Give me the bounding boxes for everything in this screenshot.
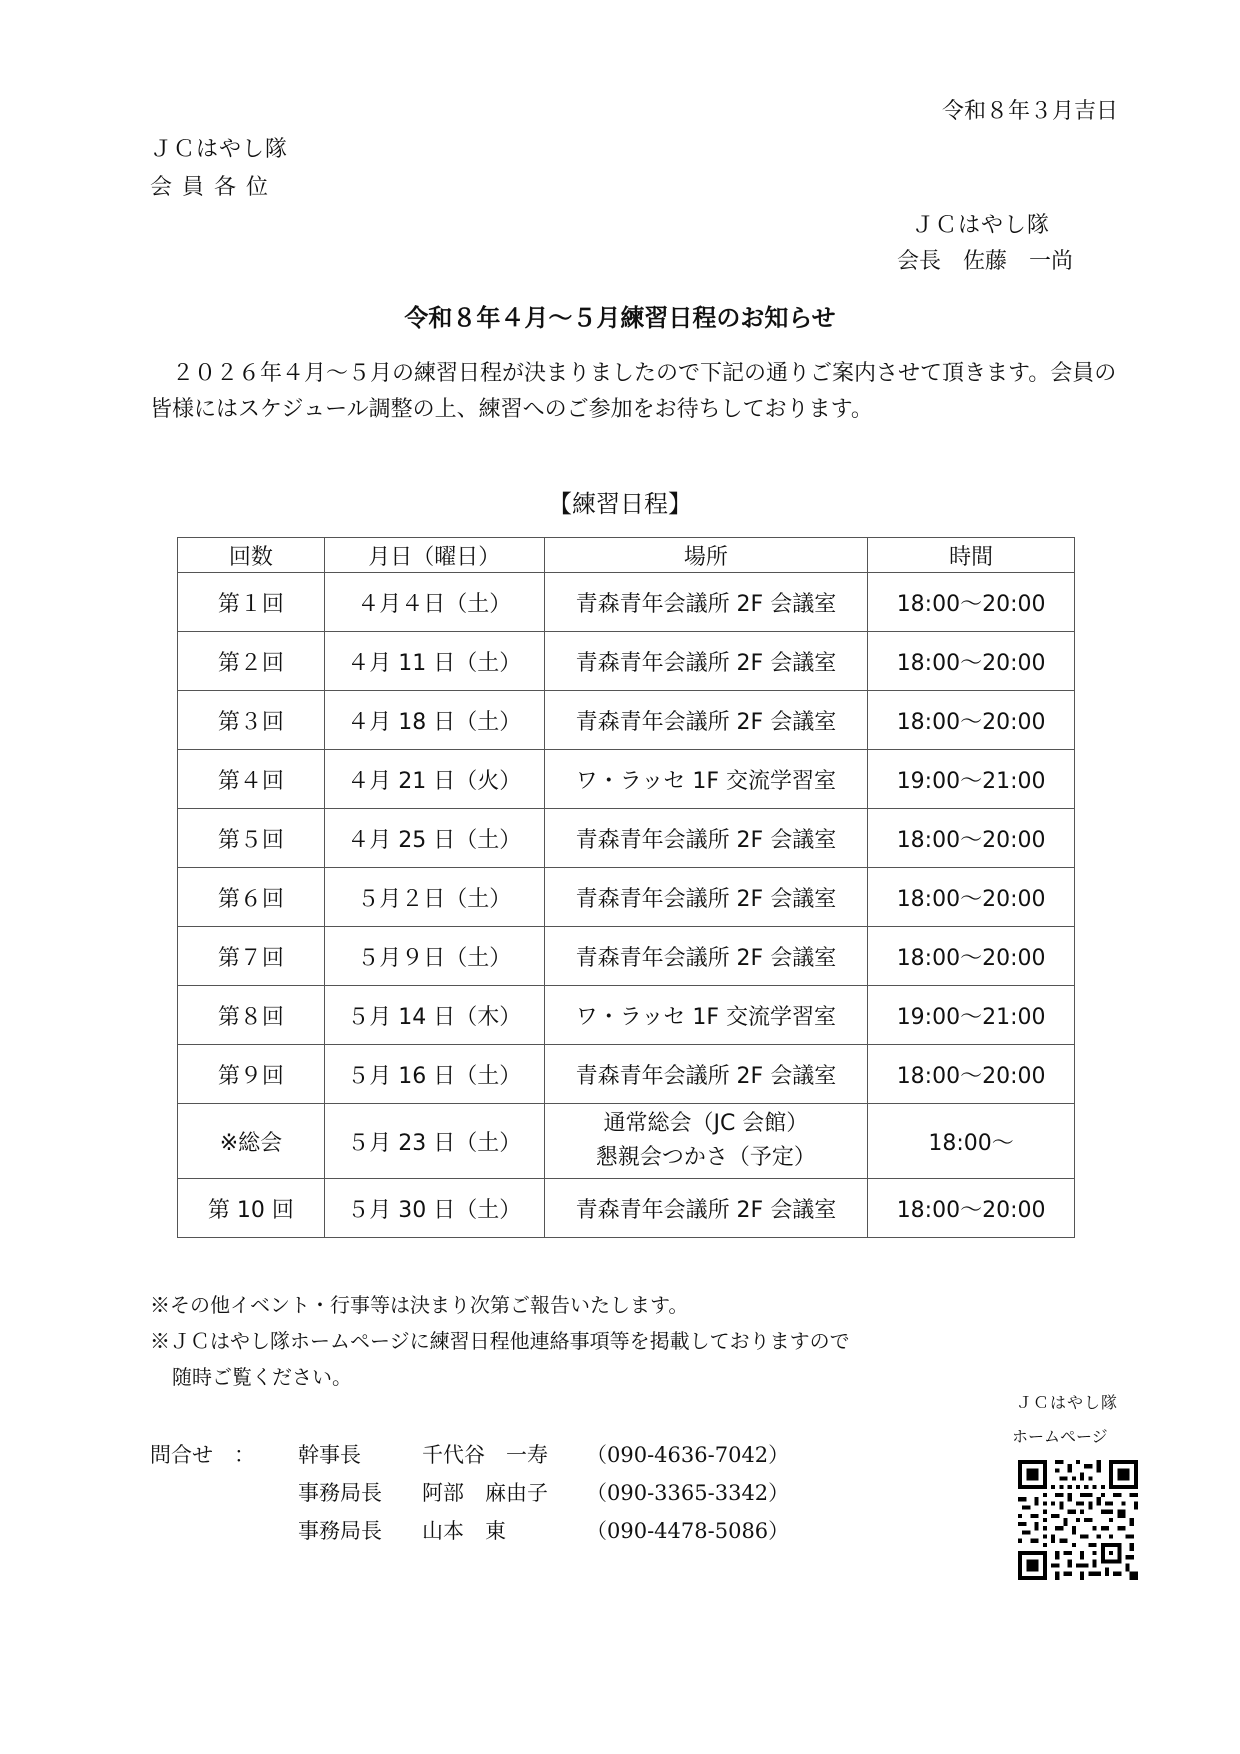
- table-row: [178, 927, 1075, 986]
- schedule-heading: 【練習日程】: [548, 490, 692, 518]
- session-number: 第８回: [178, 986, 325, 1045]
- intro-paragraph: ２０２６年４月～５月の練習日程が決まりましたので下記の通りご案内させて頂きます。会員の皆様にはスケジュール調整の上、練習へのご参加をお待ちしております。: [150, 361, 1117, 422]
- session-date: ５月９日（土）: [324, 927, 544, 986]
- contact-name: 山本 東: [422, 1519, 506, 1543]
- session-date: ５月 23 日（土）: [324, 1104, 544, 1179]
- table-header-row: [178, 538, 1075, 573]
- session-date: ５月２日（土）: [324, 868, 544, 927]
- contact-row: [150, 1474, 830, 1512]
- session-time: 18:00～20:00: [868, 632, 1075, 691]
- session-place: 青森青年会議所 2F 会議室: [544, 691, 868, 750]
- session-place: 青森青年会議所 2F 会議室: [544, 573, 868, 632]
- session-place: 青森青年会議所 2F 会議室: [544, 632, 868, 691]
- session-date: ５月 30 日（土）: [324, 1179, 544, 1238]
- contact-name: 千代谷 一寿: [422, 1443, 548, 1467]
- contact-role: 幹事長: [298, 1443, 361, 1467]
- session-time: 18:00～: [868, 1104, 1075, 1179]
- contact-block: [150, 1436, 830, 1550]
- note-homepage: ※ＪＣはやし隊ホームページに練習日程他連絡事項等を掲載しておりますので: [150, 1329, 850, 1353]
- session-time: 19:00～21:00: [868, 750, 1075, 809]
- table-row: [178, 573, 1075, 632]
- contact-name: 阿部 麻由子: [422, 1481, 548, 1505]
- session-place: 青森青年会議所 2F 会議室: [544, 868, 868, 927]
- sender-name: 会長 佐藤 一尚: [897, 249, 1074, 274]
- document-title: 令和８年４月～５月練習日程のお知らせ: [404, 304, 836, 332]
- note-events: ※その他イベント・行事等は決まり次第ご報告いたします。: [150, 1293, 689, 1317]
- session-place: 青森青年会議所 2F 会議室: [544, 809, 868, 868]
- session-time: 18:00～20:00: [868, 927, 1075, 986]
- note-homepage-cont: 随時ご覧ください。: [172, 1365, 352, 1389]
- session-place: 青森青年会議所 2F 会議室: [544, 1045, 868, 1104]
- table-row: [178, 809, 1075, 868]
- header-place: 場所: [544, 538, 868, 573]
- qr-label-org: ＪＣはやし隊: [1016, 1393, 1119, 1412]
- recipient-members: 会員各位: [150, 175, 279, 200]
- session-date: ５月 14 日（木）: [324, 986, 544, 1045]
- issue-date: 令和８年３月吉日: [941, 99, 1118, 124]
- contact-role: 事務局長: [298, 1519, 382, 1543]
- contact-row: [150, 1512, 830, 1550]
- sender-org: ＪＣはやし隊: [912, 213, 1051, 238]
- session-date: ４月 21 日（火）: [324, 750, 544, 809]
- table-row: [178, 1045, 1075, 1104]
- recipient-org: ＪＣはやし隊: [150, 137, 289, 162]
- contact-row: [150, 1436, 830, 1474]
- session-number: 第 10 回: [178, 1179, 325, 1238]
- session-number: ※総会: [178, 1104, 325, 1179]
- table-row: [178, 632, 1075, 691]
- session-date: ４月 25 日（土）: [324, 809, 544, 868]
- table-row: [178, 750, 1075, 809]
- session-time: 18:00～20:00: [868, 691, 1075, 750]
- schedule-table: [177, 537, 1075, 1238]
- table-row: [178, 1104, 1075, 1179]
- session-number: 第９回: [178, 1045, 325, 1104]
- session-number: 第６回: [178, 868, 325, 927]
- session-number: 第２回: [178, 632, 325, 691]
- session-place: 青森青年会議所 2F 会議室: [544, 927, 868, 986]
- session-time: 18:00～20:00: [868, 573, 1075, 632]
- qr-label-homepage: ホームページ: [1012, 1427, 1108, 1446]
- session-time: 18:00～20:00: [868, 868, 1075, 927]
- contact-phone: （090-4636-7042）: [586, 1443, 790, 1467]
- session-date: ５月 16 日（土）: [324, 1045, 544, 1104]
- table-row: [178, 986, 1075, 1045]
- session-place: ワ・ラッセ 1F 交流学習室: [544, 750, 868, 809]
- session-time: 18:00～20:00: [868, 809, 1075, 868]
- table-row: [178, 1179, 1075, 1238]
- session-number: 第７回: [178, 927, 325, 986]
- session-time: 18:00～20:00: [868, 1179, 1075, 1238]
- session-date: ４月 18 日（土）: [324, 691, 544, 750]
- homepage-qr-code[interactable]: [1018, 1460, 1138, 1580]
- session-number: 第１回: [178, 573, 325, 632]
- contact-role: 事務局長: [298, 1481, 382, 1505]
- session-time: 18:00～20:00: [868, 1045, 1075, 1104]
- session-place: [544, 1104, 868, 1179]
- contact-phone: （090-3365-3342）: [586, 1481, 790, 1505]
- table-row: [178, 691, 1075, 750]
- header-count: 回数: [178, 538, 325, 573]
- session-time: 19:00～21:00: [868, 986, 1075, 1045]
- session-date: ４月 11 日（土）: [324, 632, 544, 691]
- session-number: 第５回: [178, 809, 325, 868]
- session-place: ワ・ラッセ 1F 交流学習室: [544, 986, 868, 1045]
- session-number: 第３回: [178, 691, 325, 750]
- party-line: 懇親会つかさ（予定）: [595, 1145, 816, 1170]
- contact-phone: （090-4478-5086）: [586, 1519, 790, 1543]
- general-meeting-line: 通常総会（JC 会館）: [603, 1111, 809, 1136]
- table-row: [178, 868, 1075, 927]
- header-date: 月日（曜日）: [324, 538, 544, 573]
- header-time: 時間: [868, 538, 1075, 573]
- contact-label: 問合せ ：: [150, 1443, 255, 1467]
- session-number: 第４回: [178, 750, 325, 809]
- session-place: 青森青年会議所 2F 会議室: [544, 1179, 868, 1238]
- session-date: ４月４日（土）: [324, 573, 544, 632]
- notes: [150, 1287, 850, 1395]
